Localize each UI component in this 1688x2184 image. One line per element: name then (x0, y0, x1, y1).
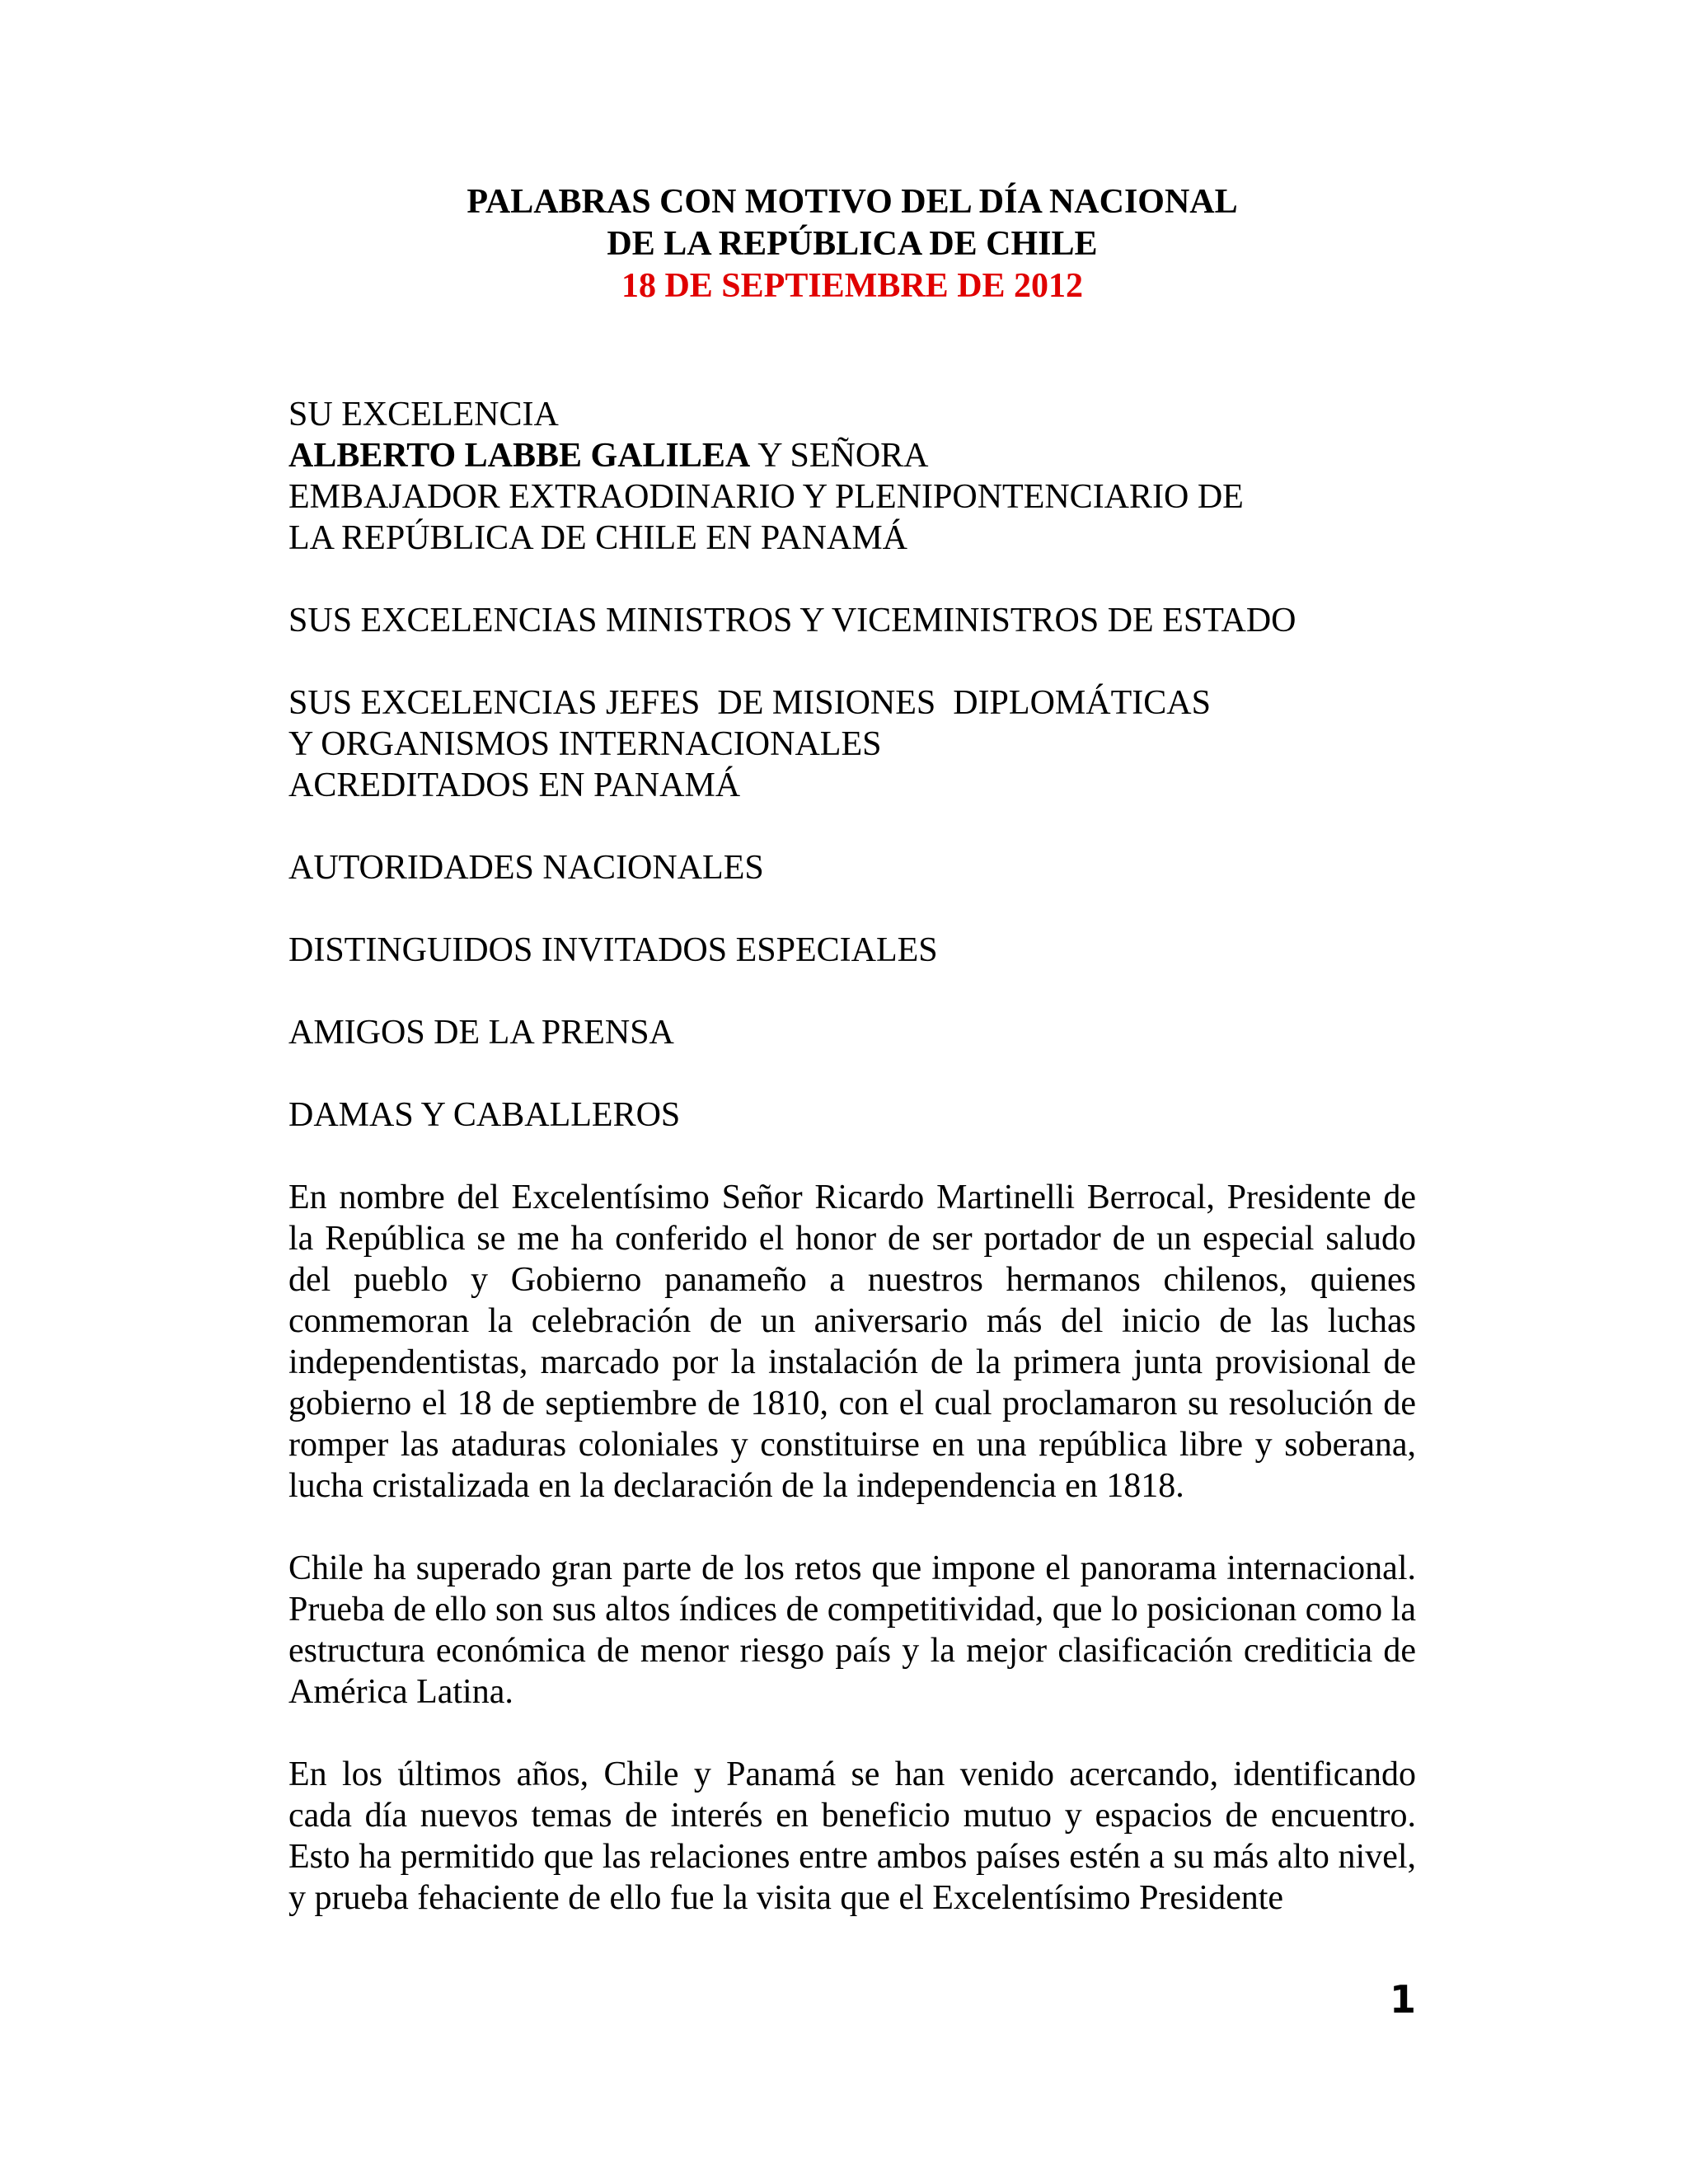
page-number: 1 (1389, 1977, 1416, 2022)
salutation-line: LA REPÚBLICA DE CHILE EN PANAMÁ (288, 519, 907, 557)
title-line-1: PALABRAS CON MOTIVO DEL DÍA NACIONAL (467, 183, 1238, 221)
salutation-line: DAMAS Y CABALLEROS (288, 1096, 681, 1134)
salutation-authorities (288, 847, 1416, 888)
body-paragraph-1: En nombre del Excelentísimo Señor Ricardo Martinelli Berrocal, Presidente de la República se me ha conferido el honor de ser portador de un especial saludo del pueblo y Gobierno panameño a nuestros hermanos chilenos, quienes conmemoran la celebración de un aniversario más del inicio de las luchas independentistas, marcado por la instalación de la primera junta provisional de gobierno el 18 de septiembre de 1810, con el cual proclamaron su resolución de romper las ataduras coloniales y constituirse en una república libre y soberana, lucha cristalizada en la declaración de la independencia en 1818. (288, 1179, 1416, 1505)
salutation-line: AMIGOS DE LA PRENSA (288, 1014, 674, 1052)
salutation-line: EMBAJADOR EXTRAODINARIO Y PLENIPONTENCIARIO DE (288, 478, 1244, 516)
salutation-line: Y ORGANISMOS INTERNACIONALES (288, 725, 882, 763)
salutation-guests (288, 930, 1416, 971)
ambassador-name-suffix: Y SEÑORA (750, 437, 929, 475)
title-line-2: DE LA REPÚBLICA DE CHILE (607, 225, 1098, 263)
salutation-line: SUS EXCELENCIAS JEFES DE MISIONES DIPLOMÁTICAS (288, 684, 1211, 722)
salutation-press (288, 1012, 1416, 1053)
salutation-line: AUTORIDADES NACIONALES (288, 849, 764, 887)
salutation-line: DISTINGUIDOS INVITADOS ESPECIALES (288, 931, 938, 969)
salutations (288, 394, 1416, 1136)
salutation-ministers (288, 600, 1416, 641)
ambassador-name: ALBERTO LABBE GALILEA (288, 437, 751, 475)
salutation-line: SUS EXCELENCIAS MINISTROS Y VICEMINISTROS DE ESTADO (288, 602, 1296, 640)
title-date: 18 DE SEPTIEMBRE DE 2012 (621, 267, 1084, 305)
salutation-ambassador (288, 394, 1416, 559)
salutation-line: SU EXCELENCIA (288, 396, 559, 434)
body-paragraph-2: Chile ha superado gran parte de los retos que impone el panorama internacional. Prueba de ello son sus altos índices de competitividad, que lo posicionan como la estructura económica de menor riesgo país y la mejor clasificación crediticia de América Latina. (288, 1549, 1416, 1711)
document-title (288, 181, 1416, 307)
salutation-missions (288, 682, 1416, 806)
document-page (288, 181, 1416, 1960)
body-paragraph-3: En los últimos años, Chile y Panamá se han venido acercando, identificando cada día nuevos temas de interés en beneficio mutuo y espacios de encuentro. Esto ha permitido que las relaciones entre ambos países estén a su más alto nivel, y prueba fehaciente de ello fue la visita que el Excelentísimo Presidente (288, 1755, 1416, 1917)
salutation-line: ACREDITADOS EN PANAMÁ (288, 766, 741, 804)
salutation-name-line (288, 435, 1416, 476)
salutation-ladies (288, 1094, 1416, 1136)
